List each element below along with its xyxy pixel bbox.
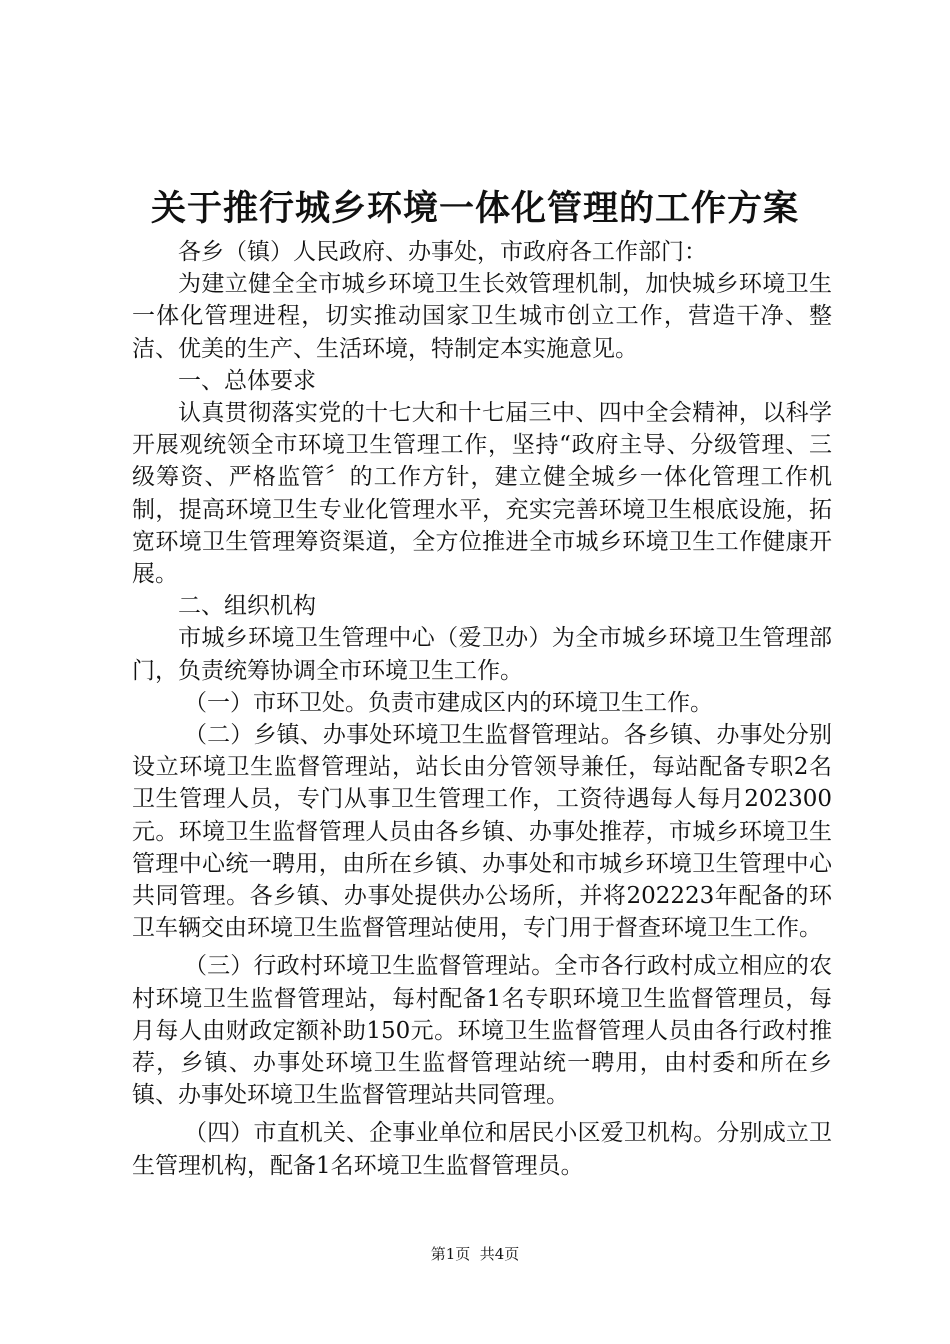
section-heading-general-requirements: 一、总体要求 bbox=[178, 367, 316, 394]
item-2-paragraph: （二）乡镇、办事处环境卫生监督管理站。各乡镇、办事处分别设立环境卫生监督管理站，站长由分管领导兼任，每站配备专职2名卫生管理人员，专门从事卫生管理工作，工资待遇每人每月202300元。环境卫生监督管理人员由各乡镇、办事处推荐，市城乡环境卫生管理中心统一聘用，由所在乡镇、办事处和市城乡环境卫生管理中心共同管理。各乡镇、办事处提供办公场所，并将202223年配备的环卫车辆交由环境卫生监督管理站使用，专门用于督查环境卫生工作。 bbox=[132, 722, 832, 942]
document-title: 关于推行城乡环境一体化管理的工作方案 bbox=[150, 188, 799, 229]
general-requirements-paragraph: 认真贯彻落实党的十七大和十七届三中、四中全会精神，以科学开展观统领全市环境卫生管理工作，坚持“政府主导、分级管理、三级筹资、严格监管〞的工作方针，建立健全城乡一体化管理工作机制，提高环境卫生专业化管理水平，充实完善环境卫生根底设施，拓宽环境卫生管理筹资渠道，全方位推进全市城乡环境卫生工作健康开展。 bbox=[132, 400, 832, 588]
item-1-paragraph: （一）市环卫处。负责市建成区内的环境卫生工作。 bbox=[184, 689, 713, 716]
intro-paragraph: 为建立健全全市城乡环境卫生长效管理机制，加快城乡环境卫生一体化管理进程，切实推动国家卫生城市创立工作，营造干净、整洁、优美的生产、生活环境，特制定本实施意见。 bbox=[132, 271, 832, 362]
section-heading-organization: 二、组织机构 bbox=[178, 593, 316, 620]
salutation-paragraph: 各乡（镇）人民政府、办事处，市政府各工作部门： bbox=[178, 239, 707, 265]
organization-paragraph: 市城乡环境卫生管理中心（爱卫办）为全市城乡环境卫生管理部门，负责统筹协调全市环境卫生工作。 bbox=[132, 625, 832, 684]
document-body bbox=[132, 236, 832, 1182]
item-3-paragraph: （三）行政村环境卫生监督管理站。全市各行政村成立相应的农村环境卫生监督管理站，每村配备1名专职环境卫生监督管理员，每月每人由财政定额补助150元。环境卫生监督管理人员由各行政村推荐，乡镇、办事处环境卫生监督管理站统一聘用，由村委和所在乡镇、办事处环境卫生监督管理站共同管理。 bbox=[132, 953, 832, 1109]
item-4-paragraph: （四）市直机关、企事业单位和居民小区爱卫机构。分别成立卫生管理机构，配备1名环境卫生监督管理员。 bbox=[132, 1120, 832, 1179]
page-number-footer: 第1页 共4页 bbox=[430, 1245, 520, 1263]
